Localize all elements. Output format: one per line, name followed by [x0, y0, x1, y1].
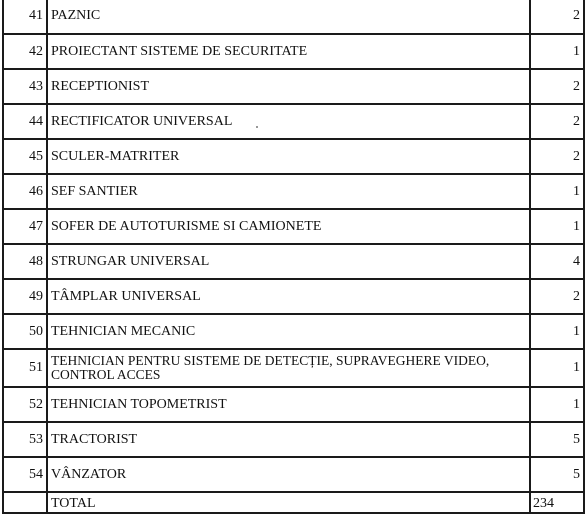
- occupation-count: 5: [530, 457, 584, 492]
- scan-speck: [256, 126, 258, 128]
- occupations-table: [2, 0, 585, 514]
- row-number: 52: [3, 387, 47, 422]
- occupation-count: 1: [530, 174, 584, 209]
- occupation-count: 5: [530, 422, 584, 457]
- occupation-name: RECTIFICATOR UNIVERSAL: [47, 104, 530, 139]
- table-row: [3, 174, 584, 209]
- occupation-count: 2: [530, 69, 584, 104]
- total-row: [3, 492, 584, 513]
- occupation-count: 2: [530, 104, 584, 139]
- total-row-number: [3, 492, 47, 513]
- occupations-table-body: [3, 0, 584, 513]
- row-number: 50: [3, 314, 47, 349]
- occupation-count: 1: [530, 349, 584, 387]
- row-number: 44: [3, 104, 47, 139]
- occupation-count: 1: [530, 34, 584, 69]
- table-row: [3, 0, 584, 34]
- occupation-name: RECEPTIONIST: [47, 69, 530, 104]
- total-count: 234: [530, 492, 584, 513]
- occupation-name: TEHNICIAN MECANIC: [47, 314, 530, 349]
- occupation-count: 2: [530, 139, 584, 174]
- row-number: 49: [3, 279, 47, 314]
- table-row: [3, 387, 584, 422]
- occupation-count: 4: [530, 244, 584, 279]
- row-number: 48: [3, 244, 47, 279]
- table-row: [3, 139, 584, 174]
- total-label: TOTAL: [47, 492, 530, 513]
- occupation-name: TEHNICIAN TOPOMETRIST: [47, 387, 530, 422]
- occupation-name: PROIECTANT SISTEME DE SECURITATE: [47, 34, 530, 69]
- row-number: 43: [3, 69, 47, 104]
- occupation-name: TÂMPLAR UNIVERSAL: [47, 279, 530, 314]
- row-number: 47: [3, 209, 47, 244]
- occupation-name: TRACTORIST: [47, 422, 530, 457]
- occupation-count: 1: [530, 387, 584, 422]
- occupation-name: VÂNZATOR: [47, 457, 530, 492]
- occupation-count: 2: [530, 279, 584, 314]
- table-row: [3, 314, 584, 349]
- occupation-count: 1: [530, 209, 584, 244]
- row-number: 53: [3, 422, 47, 457]
- row-number: 51: [3, 349, 47, 387]
- table-row: [3, 422, 584, 457]
- table-row: [3, 34, 584, 69]
- row-number: 54: [3, 457, 47, 492]
- row-number: 46: [3, 174, 47, 209]
- table-row: [3, 69, 584, 104]
- occupation-name: STRUNGAR UNIVERSAL: [47, 244, 530, 279]
- occupation-name: SEF SANTIER: [47, 174, 530, 209]
- row-number: 41: [3, 0, 47, 34]
- table-row: [3, 104, 584, 139]
- occupation-name: SCULER-MATRITER: [47, 139, 530, 174]
- occupation-name: SOFER DE AUTOTURISME SI CAMIONETE: [47, 209, 530, 244]
- occupation-name: TEHNICIAN PENTRU SISTEME DE DETECȚIE, SUPRAVEGHERE VIDEO, CONTROL ACCES: [47, 349, 530, 387]
- row-number: 42: [3, 34, 47, 69]
- occupation-count: 1: [530, 314, 584, 349]
- table-row: [3, 457, 584, 492]
- table-row: [3, 209, 584, 244]
- table-row: [3, 279, 584, 314]
- occupation-count: 2: [530, 0, 584, 34]
- table-row: [3, 349, 584, 387]
- table-row: [3, 244, 584, 279]
- row-number: 45: [3, 139, 47, 174]
- occupation-name: PAZNIC: [47, 0, 530, 34]
